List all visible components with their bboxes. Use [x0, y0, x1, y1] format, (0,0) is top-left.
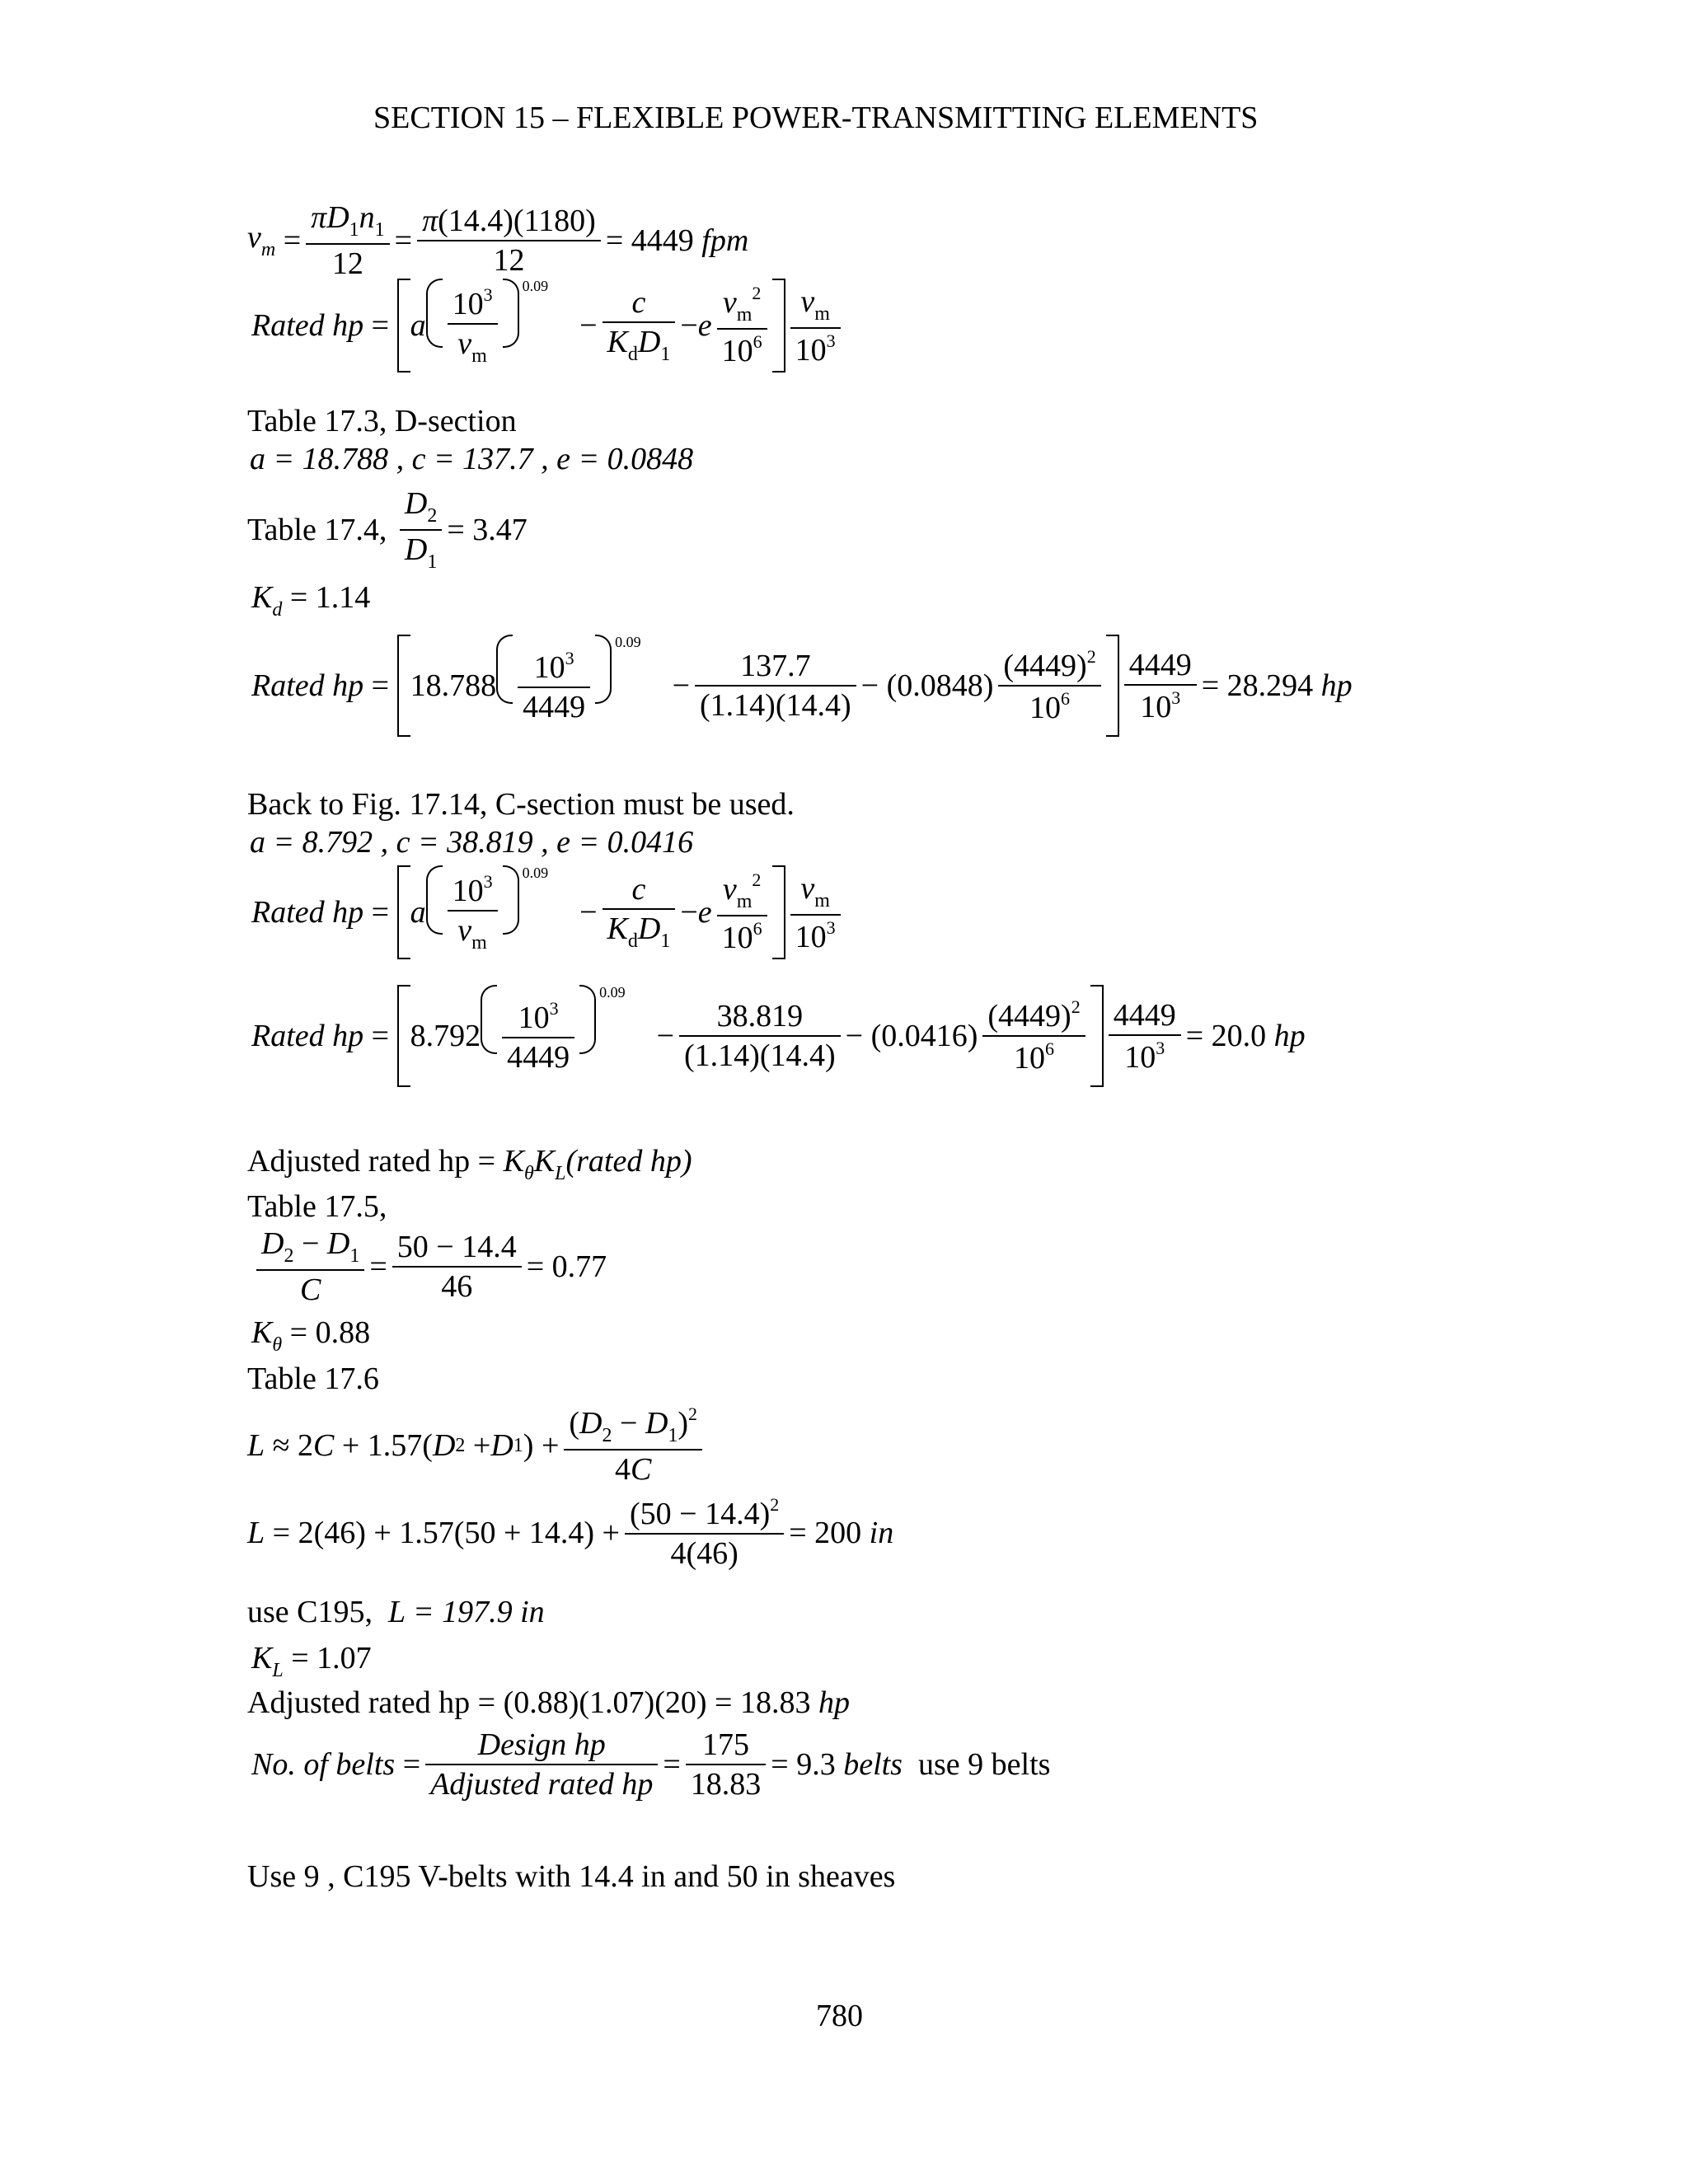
- eq-vm: $v_m$ = $\frac{\pi D_1n_1}{12}$ = $\frac{\pi(14.4)(1180)}{12}$ = 4449 fpm: [247, 200, 749, 281]
- table-17-6-label: Table 17.6: [247, 1361, 379, 1396]
- params-c-section: a = 8.792 , c = 38.819 , e = 0.0416: [250, 825, 694, 860]
- eq-kd: $K_d = 1.14$: [251, 580, 371, 621]
- eq-d-difference: $\frac{D_2 - D_1}{C}$ = $\frac{50 - 14.4}{46}$ = 0.77: [251, 1228, 607, 1305]
- back-to-fig: Back to Fig. 17.14, C-section must be used.: [247, 787, 795, 822]
- eq-ratio-table-17-4: Table 17.4, $\frac{D_2}{D_1}$ = 3.47: [247, 486, 528, 573]
- use-c195-line: use C195, L = 197.9 in: [247, 1595, 545, 1629]
- eq-length-calc: L = 2(46) + 1.57(50 + 14.4) + $\frac{(50 - 14.4)^2}{4(46)}$ = 200 in: [247, 1494, 894, 1571]
- eq-rated-hp-d-calc: Rated hp = 18.788 $\frac{10^3}{4449}$ 0.09 − $\frac{137.7}{(1.14)(14.4)}$ − (0.0848) $\frac{(4449)^2}{10^6}$ $\frac{4449}{10^3}$ = 28.294 hp: [251, 635, 1353, 737]
- table-17-5-label: Table 17.5,: [247, 1189, 387, 1224]
- eq-rated-hp-formula-d: Rated hp = a $\frac{10^3}{v_m}$ 0.09 − $\frac{c}{K_dD_1}$ − e $\frac{v_m^2}{10^6}$ $\frac{v_m}{10^3}$: [251, 279, 846, 373]
- eq-number-of-belts: No. of belts = $\frac{\text{Design hp}}{\text{Adjusted rated hp}}$ = $\frac{175}{18.83}$ = 9.3 belts use 9 belts: [251, 1727, 1051, 1802]
- eq-ktheta: $K_\theta = 0.88$: [251, 1315, 371, 1356]
- eq-length-formula: L ≈ 2 C + 1.57( D 2 + D 1 ) + $\frac{(D_2 - D_1)^2}{4C}$: [247, 1405, 707, 1485]
- eq-kl: $K_L = 1.07$: [251, 1641, 372, 1681]
- eq-rated-hp-formula-c: Rated hp = a $\frac{10^3}{v_m}$ 0.09 − $\frac{c}{K_dD_1}$ − e $\frac{v_m^2}{10^6}$ $\frac{v_m}{10^3}$: [251, 865, 846, 959]
- table-17-3-label: Table 17.3, D-section: [247, 404, 517, 438]
- eq-rated-hp-c-calc: Rated hp = 8.792 $\frac{10^3}{4449}$ 0.09 − $\frac{38.819}{(1.14)(14.4)}$ − (0.0416) $\frac{(4449)^2}{10^6}$ $\frac{4449}{10^3}$ = 20.0 hp: [251, 985, 1306, 1087]
- page-header: SECTION 15 – FLEXIBLE POWER-TRANSMITTING ELEMENTS: [373, 101, 1259, 135]
- adjusted-rated-hp-calc: Adjusted rated hp = (0.88)(1.07)(20) = 18.83 hp: [247, 1685, 850, 1720]
- adjusted-rated-hp-def: Adjusted rated hp = $K_\theta K_L(rated$ hp): [247, 1144, 692, 1184]
- params-d-section: a = 18.788 , c = 137.7 , e = 0.0848: [250, 442, 694, 476]
- page-number: 780: [816, 1999, 863, 2033]
- conclusion: Use 9 , C195 V-belts with 14.4 in and 50 in sheaves: [247, 1859, 896, 1894]
